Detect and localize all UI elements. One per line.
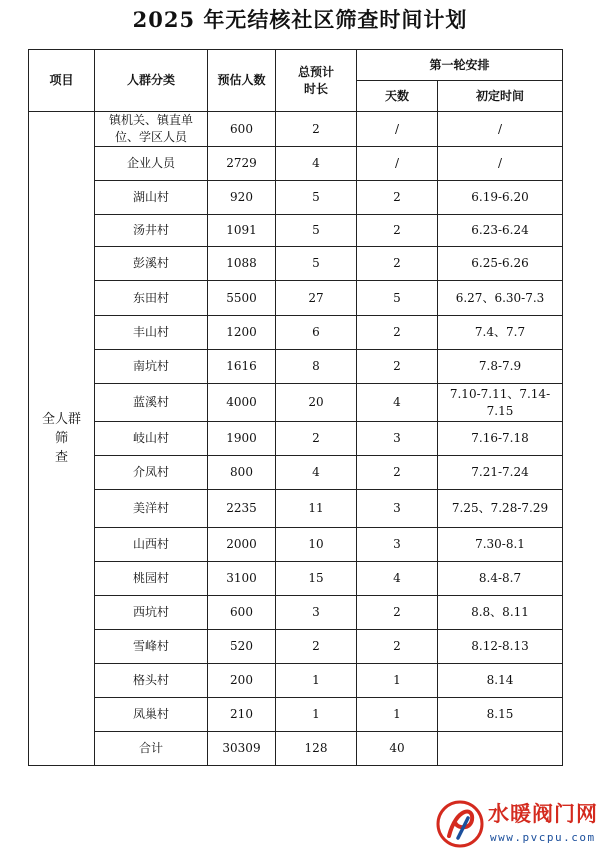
header-group: 人群分类 [95,50,208,112]
time-cell: 7.8-7.9 [438,350,563,384]
duration-cell: 5 [276,247,357,281]
project-cell [29,112,95,766]
days-cell: 4 [357,384,438,422]
time-cell: 7.21-7.24 [438,456,563,490]
project-label-line1: 全人群筛 [41,412,81,446]
time-cell: 7.10-7.11、7.14-7.15 [438,384,563,422]
people-cell: 2235 [208,490,276,528]
table-row [29,247,563,281]
days-cell: 3 [357,490,438,528]
group-cell: 南坑村 [95,350,208,384]
time-cell: 8.12-8.13 [438,630,563,664]
days-cell: 2 [357,181,438,215]
group-cell: 湖山村 [95,181,208,215]
time-cell: 8.14 [438,664,563,698]
time-cell: 6.27、6.30-7.3 [438,281,563,316]
days-cell: 2 [357,630,438,664]
table-row [29,528,563,562]
time-cell: / [438,112,563,147]
time-cell: 7.4、7.7 [438,316,563,350]
duration-cell: 2 [276,112,357,147]
project-label-line2: 查 [54,450,68,465]
table-row [29,112,563,147]
time-cell: 6.25-6.26 [438,247,563,281]
people-cell: 600 [208,596,276,630]
days-cell: 1 [357,698,438,732]
duration-cell: 20 [276,384,357,422]
time-cell: 7.16-7.18 [438,422,563,456]
group-cell: 雪峰村 [95,630,208,664]
people-cell: 2000 [208,528,276,562]
page-title: 2025 年无结核社区筛查时间计划 [132,7,468,32]
duration-cell: 2 [276,422,357,456]
table-row [29,215,563,247]
people-cell: 1616 [208,350,276,384]
group-cell: 介凤村 [95,456,208,490]
time-cell: 8.15 [438,698,563,732]
days-cell: 3 [357,422,438,456]
duration-cell: 1 [276,698,357,732]
duration-cell: 8 [276,350,357,384]
table-row [29,698,563,732]
header-days: 天数 [357,81,438,112]
people-cell: 210 [208,698,276,732]
time-cell: 8.4-8.7 [438,562,563,596]
people-cell: 3100 [208,562,276,596]
days-cell: 3 [357,528,438,562]
watermark-logo-icon [434,798,486,850]
time-cell: 6.19-6.20 [438,181,563,215]
time-cell: / [438,147,563,181]
days-cell: 2 [357,596,438,630]
duration-cell: 4 [276,456,357,490]
header-duration-line2: 时长 [303,81,328,96]
total-duration-cell: 128 [276,732,357,766]
people-cell: 2729 [208,147,276,181]
days-cell: 2 [357,350,438,384]
group-cell: 格头村 [95,664,208,698]
people-cell: 200 [208,664,276,698]
header-time: 初定时间 [438,81,563,112]
people-cell: 5500 [208,281,276,316]
group-cell: 镇机关、镇直单位、学区人员 [95,112,208,147]
total-label-cell: 合计 [95,732,208,766]
watermark-url: www.pvcpu.com [490,831,596,844]
days-cell: 5 [357,281,438,316]
people-cell: 520 [208,630,276,664]
time-cell: 6.23-6.24 [438,215,563,247]
people-cell: 600 [208,112,276,147]
group-cell: 山西村 [95,528,208,562]
people-cell: 800 [208,456,276,490]
group-cell: 企业人员 [95,147,208,181]
table-row [29,422,563,456]
table-row [29,664,563,698]
group-cell: 东田村 [95,281,208,316]
duration-cell: 15 [276,562,357,596]
header-row [29,50,563,81]
group-cell: 丰山村 [95,316,208,350]
days-cell: 2 [357,215,438,247]
people-cell: 1200 [208,316,276,350]
duration-cell: 3 [276,596,357,630]
days-cell: 4 [357,562,438,596]
days-cell: 2 [357,247,438,281]
table-row [29,490,563,528]
time-cell: 7.30-8.1 [438,528,563,562]
people-cell: 1900 [208,422,276,456]
group-cell: 汤井村 [95,215,208,247]
duration-cell: 5 [276,181,357,215]
duration-cell: 1 [276,664,357,698]
group-cell: 蓝溪村 [95,384,208,422]
people-cell: 920 [208,181,276,215]
people-cell: 4000 [208,384,276,422]
table-row [29,384,563,422]
watermark [432,795,600,854]
header-duration [276,50,357,112]
people-cell: 1091 [208,215,276,247]
time-cell: 8.8、8.11 [438,596,563,630]
screening-plan-table [28,49,563,766]
table-row [29,181,563,215]
days-cell: / [357,112,438,147]
days-cell: 2 [357,456,438,490]
group-cell: 岐山村 [95,422,208,456]
table-row [29,316,563,350]
total-row [29,732,563,766]
header-round: 第一轮安排 [357,50,563,81]
duration-cell: 27 [276,281,357,316]
table-row [29,630,563,664]
table-row [29,350,563,384]
group-cell: 西坑村 [95,596,208,630]
duration-cell: 4 [276,147,357,181]
watermark-name: 水暖阀门网 [488,802,598,826]
days-cell: 1 [357,664,438,698]
total-time-cell [438,732,563,766]
duration-cell: 6 [276,316,357,350]
group-cell: 凤巢村 [95,698,208,732]
group-cell: 桃园村 [95,562,208,596]
header-duration-line1: 总预计 [297,64,334,79]
days-cell: / [357,147,438,181]
table-row [29,281,563,316]
duration-cell: 5 [276,215,357,247]
days-cell: 2 [357,316,438,350]
duration-cell: 11 [276,490,357,528]
header-project: 项目 [29,50,95,112]
group-cell: 美洋村 [95,490,208,528]
group-cell: 彭溪村 [95,247,208,281]
header-estimate: 预估人数 [208,50,276,112]
table-row [29,596,563,630]
table-row [29,147,563,181]
duration-cell: 10 [276,528,357,562]
people-cell: 1088 [208,247,276,281]
table-row [29,562,563,596]
total-people-cell: 30309 [208,732,276,766]
total-days-cell: 40 [357,732,438,766]
duration-cell: 2 [276,630,357,664]
table-row [29,456,563,490]
time-cell: 7.25、7.28-7.29 [438,490,563,528]
